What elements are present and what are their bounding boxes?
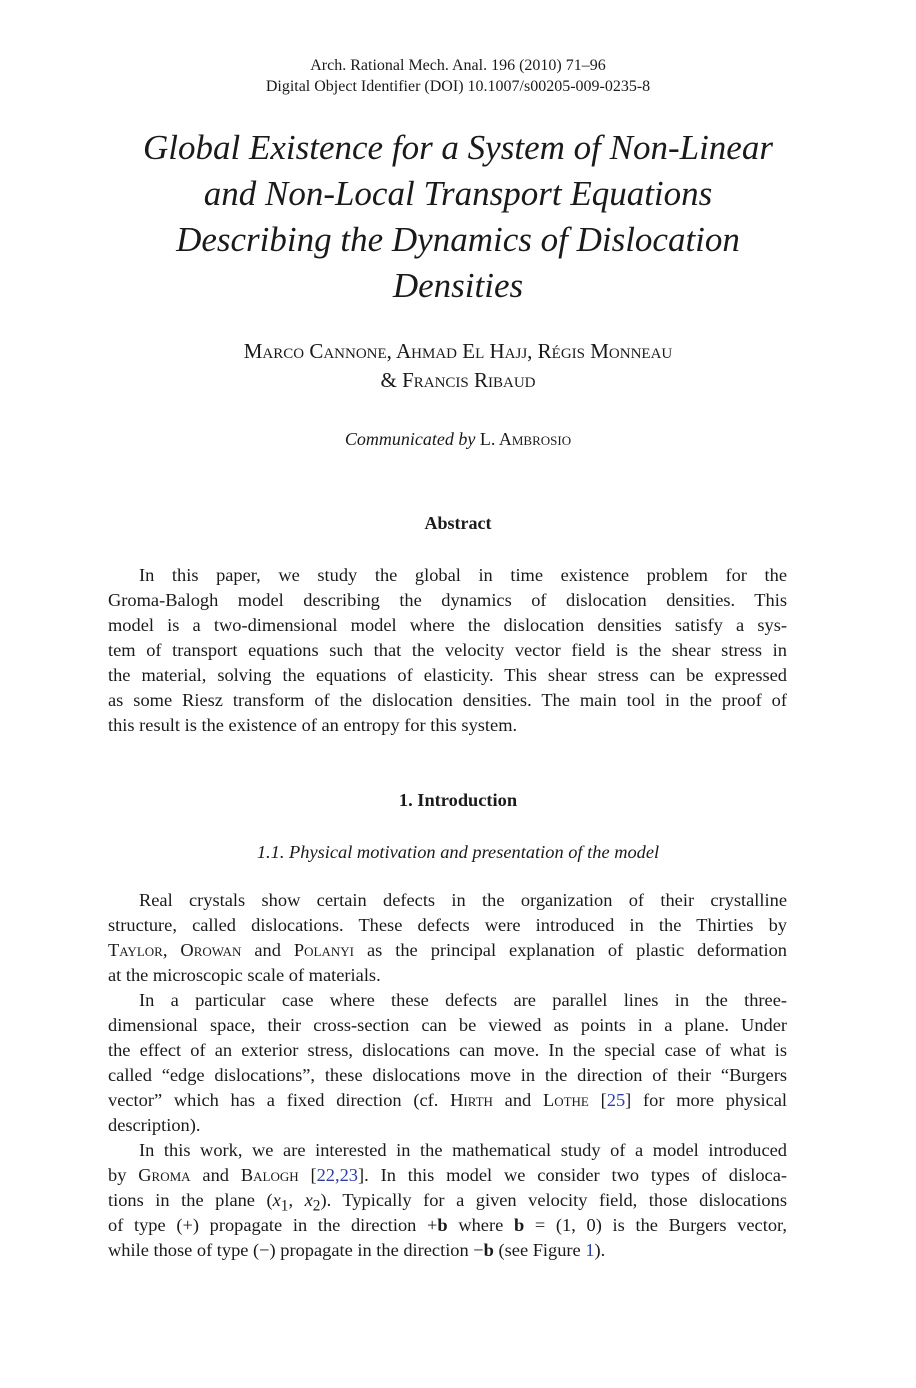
body-line: In this work, we are interested in the mathematical study of a model introduced: [139, 1140, 787, 1160]
body-line: while those of type (−) propagate in the direction −b (see Figure 1).: [108, 1240, 606, 1260]
authors: [0, 337, 916, 395]
body-line: dimensional space, their cross-section can be viewed as points in a plane. Under: [108, 1015, 787, 1035]
title-line: Densities: [392, 266, 524, 305]
abstract-line: as some Riesz transform of the dislocation densities. The main tool in the proof of: [108, 690, 787, 710]
abstract-line: model is a two-dimensional model where the dislocation densities satisfy a sys-: [108, 615, 787, 635]
authors-line: Marco Cannone, Ahmad El Hajj, Régis Monneau: [243, 339, 673, 363]
body-line: tions in the plane ($x_1$, $x_2$). Typically for a given velocity field, those dislocations: [108, 1190, 787, 1215]
title-line: and Non-Local Transport Equations: [203, 174, 713, 213]
subsection-heading: 1.1. Physical motivation and presentation of the model: [256, 842, 660, 862]
intro-paragraph-3: [108, 1138, 787, 1263]
body-line: at the microscopic scale of materials.: [108, 965, 381, 985]
citation-link[interactable]: 22: [316, 1165, 335, 1185]
body-line: structure, called dislocations. These defects were introduced in the Thirties by: [108, 915, 787, 935]
communicated-by: [0, 428, 916, 450]
abstract-line: this result is the existence of an entropy for this system.: [108, 715, 518, 735]
figure-link[interactable]: 1: [585, 1240, 595, 1260]
body-line: Taylor, Orowan and Polanyi as the principal explanation of plastic deformation: [108, 940, 788, 960]
journal-citation: Arch. Rational Mech. Anal. 196 (2010) 71–96: [310, 57, 606, 74]
body-line: of type (+) propagate in the direction +b where b = (1, 0) is the Burgers vector,: [108, 1215, 788, 1235]
communicated-prefix: Communicated by: [344, 429, 476, 449]
paper-title: [0, 125, 916, 309]
citation-link[interactable]: 25: [606, 1090, 626, 1110]
intro-paragraph-1: [108, 888, 787, 988]
title-line: Describing the Dynamics of Dislocation: [176, 220, 740, 259]
title-line: Global Existence for a System of Non-Linear: [143, 128, 773, 167]
abstract-heading: Abstract: [424, 513, 492, 533]
body-line: Real crystals show certain defects in the organization of their crystalline: [139, 890, 787, 910]
doi-line: Digital Object Identifier (DOI) 10.1007/s00205-009-0235-8: [265, 78, 651, 95]
body-line: by Groma and Balogh [22,23]. In this model we consider two types of disloca-: [108, 1165, 787, 1185]
communicating-editor: L. Ambrosio: [479, 429, 572, 449]
body-line: called “edge dislocations”, these dislocations move in the direction of their “Burgers: [108, 1065, 787, 1085]
abstract-line: tem of transport equations such that the velocity vector field is the shear stress in: [108, 640, 787, 660]
section-heading: 1. Introduction: [398, 790, 518, 810]
body-line: vector” which has a fixed direction (cf. Hirth and Lothe [25] for more physical: [108, 1090, 788, 1110]
body-line: In a particular case where these defects are parallel lines in the three-: [139, 990, 787, 1010]
body-line: the effect of an exterior stress, dislocations can move. In the special case of what is: [108, 1040, 787, 1060]
abstract-body: [108, 563, 787, 738]
abstract-line: In this paper, we study the global in time existence problem for the: [139, 565, 787, 585]
citation-link[interactable]: 23: [339, 1165, 358, 1185]
authors-line: & Francis Ribaud: [380, 368, 536, 392]
body-line: description).: [108, 1115, 201, 1135]
intro-paragraph-2: [108, 988, 787, 1138]
abstract-line: Groma-Balogh model describing the dynamics of dislocation densities. This: [108, 590, 787, 610]
abstract-line: the material, solving the equations of elasticity. This shear stress can be expressed: [108, 665, 787, 685]
